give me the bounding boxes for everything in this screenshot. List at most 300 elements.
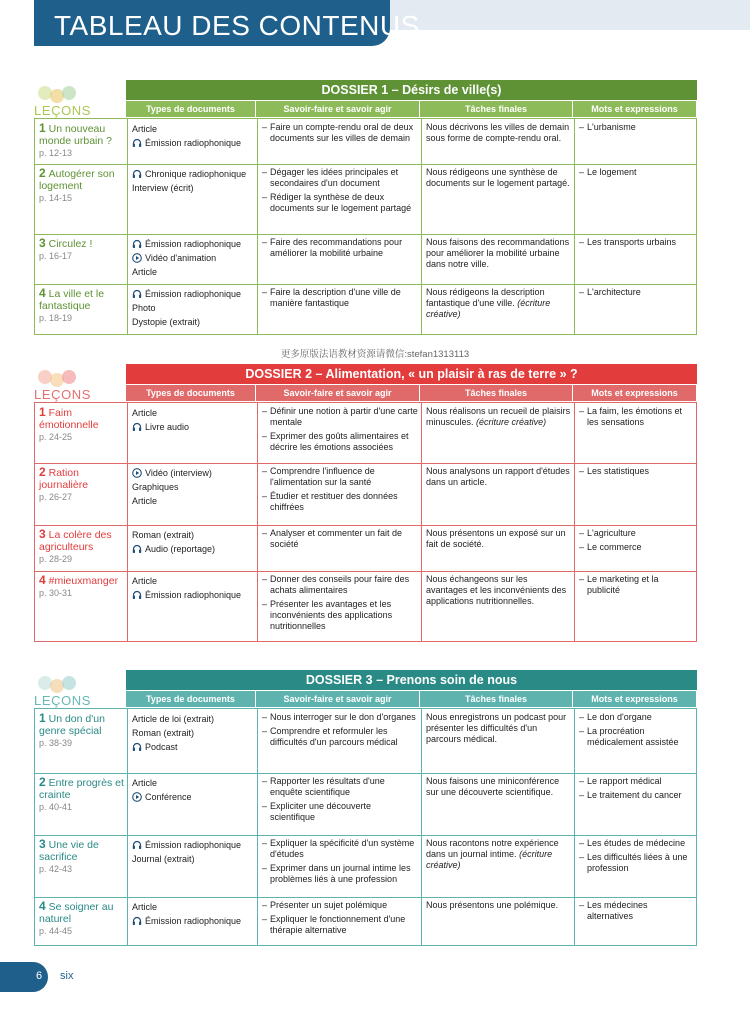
document-type-label: Article	[132, 495, 158, 506]
lesson-name: La ville et le fantastique	[39, 288, 105, 312]
skill-item: – Étudier et restituer des données chiffrées	[262, 491, 418, 513]
document-type-item	[132, 574, 254, 588]
lesson-pages: p. 12-13	[39, 148, 73, 158]
vocabulary-text: Le traitement du cancer	[587, 790, 682, 800]
vocabulary-item: – Les transports urbains	[579, 237, 677, 247]
lesson-pages: p. 26-27	[39, 492, 73, 502]
skills-cell	[257, 463, 421, 525]
document-type-item	[132, 167, 254, 181]
table-row	[35, 571, 696, 641]
document-type-item	[132, 181, 254, 195]
final-task-cell	[421, 164, 574, 234]
skill-item: – Exprimer dans un journal intime les problèmes liés à une profession	[262, 863, 418, 885]
final-task-text: Nous rédigeons la description fantastique d'une ville.	[426, 287, 545, 308]
lesson-title	[39, 122, 124, 147]
skills-cell	[257, 571, 421, 641]
document-type-label: Vidéo d'animation	[145, 252, 217, 263]
lesson-title	[39, 574, 124, 587]
skill-text: Faire un compte-rendu oral de deux documents sur les villes de demain	[270, 122, 414, 143]
final-task-text: Nous racontons notre expérience dans un journal intime.	[426, 838, 559, 859]
final-task-cell	[421, 709, 574, 773]
document-type-item	[132, 900, 254, 914]
final-task-cell	[421, 571, 574, 641]
document-type-label: Émission radiophonique	[145, 589, 242, 600]
table-row	[35, 119, 696, 165]
vocabulary-text: Le rapport médical	[587, 776, 662, 786]
skill-text: Définir une notion à partir d'une carte mentale	[270, 406, 418, 427]
lecons-label: LEÇONS	[34, 387, 92, 402]
skill-item: – Comprendre et reformuler les difficultés d'un parcours médical	[262, 726, 418, 748]
lesson-pages: p. 30-31	[39, 588, 73, 598]
document-type-label: Roman (extrait)	[132, 529, 195, 540]
lesson-number: 2	[39, 775, 46, 789]
skill-item: – Comprendre l'influence de l'alimentation sur la santé	[262, 466, 418, 488]
final-task-cell	[421, 897, 574, 945]
lesson-cell	[35, 835, 127, 897]
document-type-label: Émission radiophonique	[145, 238, 242, 249]
skill-text: Rédiger la synthèse de deux documents sur le logement partagé	[270, 192, 412, 213]
skill-item: – Dégager les idées principales et secondaires d'un document	[262, 167, 418, 189]
vocabulary-item: – La faim, les émotions et les sensations	[579, 406, 693, 428]
dossier-title: DOSSIER 3 – Prenons soin de nous	[126, 670, 697, 690]
lesson-pages: p. 42-43	[39, 864, 73, 874]
dossier-title: DOSSIER 1 – Désirs de ville(s)	[126, 80, 697, 100]
lesson-number: 1	[39, 405, 46, 419]
contents-table	[34, 118, 697, 335]
skill-item: – Faire un compte-rendu oral de deux documents sur les villes de demain	[262, 122, 418, 144]
lesson-cell	[35, 403, 127, 463]
skill-item: – Définir une notion à partir d'une carte mentale	[262, 406, 418, 427]
final-task-text: Nous réalisons un recueil de plaisirs minuscules.	[426, 406, 571, 427]
document-type-item	[132, 852, 254, 866]
vocabulary-cell	[574, 164, 696, 234]
final-task-cell	[421, 234, 574, 284]
table-row	[35, 403, 696, 464]
skill-text: Expliquer le fonctionnement d'une thérapie alternative	[270, 914, 406, 935]
vocabulary-item: – Le rapport médical	[579, 776, 662, 786]
vocabulary-text: La faim, les émotions et les sensations	[587, 406, 683, 427]
final-task-cell	[421, 525, 574, 571]
document-type-label: Vidéo (interview)	[145, 467, 212, 478]
lecons-decoration	[38, 370, 82, 386]
skills-cell	[257, 525, 421, 571]
lesson-title	[39, 406, 124, 431]
lesson-name: Autogérer son logement	[39, 168, 115, 192]
lecons-heading	[34, 86, 126, 122]
skill-text: Exprimer dans un journal intime les problèmes liés à une profession	[270, 863, 411, 884]
document-type-label: Émission radiophonique	[145, 839, 242, 850]
lesson-name: #mieuxmanger	[48, 575, 119, 587]
vocabulary-text: Les difficultés liées à une profession	[587, 852, 688, 873]
final-task-cell	[421, 119, 574, 164]
skill-text: Faire des recommandations pour améliorer la mobilité urbaine	[270, 237, 403, 258]
vocabulary-item: – L'agriculture	[579, 528, 636, 538]
document-type-label: Podcast	[145, 741, 178, 752]
vocabulary-text: Les études de médecine	[587, 838, 686, 848]
vocabulary-text: Les médecines alternatives	[587, 900, 648, 921]
lesson-cell	[35, 164, 127, 234]
document-type-item	[132, 251, 254, 265]
document-type-item	[132, 480, 254, 494]
lecons-decoration	[38, 676, 82, 692]
vocabulary-text: Les transports urbains	[587, 237, 677, 247]
table-row	[35, 463, 696, 526]
lesson-number: 1	[39, 711, 46, 725]
lesson-name: La colère des agriculteurs	[39, 529, 112, 553]
lesson-cell	[35, 234, 127, 284]
final-task-cell	[421, 773, 574, 835]
play-video-icon	[132, 253, 142, 263]
vocabulary-item: – Les statistiques	[579, 466, 650, 476]
dossier-1	[34, 80, 697, 333]
vocabulary-item: – Les difficultés liées à une profession	[579, 852, 693, 874]
lesson-name: Entre progrès et crainte	[39, 777, 124, 801]
document-type-item	[132, 301, 254, 315]
table-row	[35, 773, 696, 836]
headphones-icon	[132, 544, 142, 554]
column-header: Savoir-faire et savoir agir	[256, 691, 419, 707]
lesson-number: 4	[39, 899, 46, 913]
vocabulary-cell	[574, 463, 696, 525]
table-row	[35, 897, 696, 945]
lesson-title	[39, 776, 124, 801]
skills-cell	[257, 284, 421, 334]
column-header: Types de documents	[126, 691, 255, 707]
vocabulary-cell	[574, 897, 696, 945]
column-header: Tâches finales	[420, 691, 572, 707]
page-number: 6	[36, 970, 43, 982]
document-type-item	[132, 726, 254, 740]
lesson-cell	[35, 284, 127, 334]
final-task-cell	[421, 403, 574, 463]
skill-text: Présenter un sujet polémique	[270, 900, 388, 910]
table-row	[35, 709, 696, 774]
lesson-number: 2	[39, 166, 46, 180]
document-type-item	[132, 494, 254, 508]
final-task-note: (écriture créative)	[426, 298, 551, 319]
lesson-name: Faim émotionnelle	[39, 407, 99, 431]
skill-text: Analyser et commenter un fait de société	[270, 528, 403, 549]
lesson-title	[39, 712, 124, 737]
document-type-item	[132, 420, 254, 434]
final-task-text: Nous faisons des recommandations pour améliorer la mobilité urbaine dans notre ville.	[426, 237, 570, 269]
skill-item: – Rapporter les résultats d'une enquête scientifique	[262, 776, 418, 798]
headphones-icon	[132, 239, 142, 249]
vocabulary-item: – Les médecines alternatives	[579, 900, 693, 922]
document-types-cell	[127, 463, 257, 525]
vocabulary-cell	[574, 773, 696, 835]
vocabulary-item: – Le logement	[579, 167, 637, 177]
page-number-word: six	[60, 970, 74, 982]
skill-text: Comprendre l'influence de l'alimentation sur la santé	[270, 466, 375, 487]
final-task-text: Nous échangeons sur les avantages et les inconvénients des applications nutritionnelles.	[426, 574, 567, 606]
vocabulary-cell	[574, 234, 696, 284]
vocabulary-text: La procréation médicalement assistée	[587, 726, 679, 747]
lesson-pages: p. 38-39	[39, 738, 73, 748]
header-strip	[390, 0, 750, 30]
lesson-name: Circulez !	[48, 238, 93, 250]
lesson-number: 3	[39, 527, 46, 541]
lecons-decoration	[38, 86, 82, 102]
document-type-label: Article	[132, 575, 158, 586]
final-task-cell	[421, 463, 574, 525]
final-task-text: Nous faisons une miniconférence sur une découverte scientifique.	[426, 776, 560, 797]
vocabulary-text: Le commerce	[587, 542, 642, 552]
final-task-text: Nous rédigeons une synthèse de documents sur le logement partagé.	[426, 167, 570, 188]
document-type-item	[132, 287, 254, 301]
document-type-label: Graphiques	[132, 481, 179, 492]
lecons-label: LEÇONS	[34, 103, 92, 118]
final-task-text: Nous enregistrons un podcast pour présenter les difficultés d'un parcours médical.	[426, 712, 567, 744]
document-type-item	[132, 466, 254, 480]
document-type-item	[132, 838, 254, 852]
vocabulary-item: – Les études de médecine	[579, 838, 686, 848]
skills-cell	[257, 164, 421, 234]
lesson-cell	[35, 119, 127, 164]
lesson-cell	[35, 571, 127, 641]
document-type-label: Chronique radiophonique	[145, 168, 247, 179]
lesson-number: 4	[39, 573, 46, 587]
vocabulary-text: Les statistiques	[587, 466, 650, 476]
vocabulary-cell	[574, 709, 696, 773]
final-task-text: Nous décrivons les villes de demain sous forme de compte-rendu oral.	[426, 122, 570, 143]
lesson-pages: p. 14-15	[39, 193, 73, 203]
document-type-label: Audio (reportage)	[145, 543, 216, 554]
lesson-title	[39, 167, 124, 192]
skill-text: Rapporter les résultats d'une enquête scientifique	[270, 776, 385, 797]
lesson-name: Une vie de sacrifice	[39, 839, 99, 863]
dossier-title: DOSSIER 2 – Alimentation, « un plaisir à ras de terre » ?	[126, 364, 697, 384]
document-type-label: Journal (extrait)	[132, 853, 195, 864]
document-types-cell	[127, 773, 257, 835]
vocabulary-text: L'urbanisme	[587, 122, 636, 132]
page-title: TABLEAU DES CONTENUS	[54, 10, 420, 41]
document-type-label: Interview (écrit)	[132, 182, 194, 193]
column-header: Mots et expressions	[573, 385, 696, 401]
headphones-icon	[132, 840, 142, 850]
vocabulary-item: – Le commerce	[579, 542, 642, 552]
column-header: Types de documents	[126, 101, 255, 117]
document-type-label: Émission radiophonique	[145, 137, 242, 148]
column-header: Types de documents	[126, 385, 255, 401]
skill-item: – Donner des conseils pour faire des achats alimentaires	[262, 574, 418, 596]
document-types-cell	[127, 709, 257, 773]
dossier-2	[34, 364, 697, 640]
document-type-label: Article de loi (extrait)	[132, 713, 215, 724]
headphones-icon	[132, 169, 142, 179]
lesson-cell	[35, 463, 127, 525]
watermark-text: 更多原版法语教材资源请微信:stefan1313113	[280, 349, 470, 360]
skill-text: Exprimer des goûts alimentaires et décrire les émotions associées	[270, 431, 409, 452]
vocabulary-text: L'architecture	[587, 287, 641, 297]
skill-item: – Expliciter une découverte scientifique	[262, 801, 418, 823]
lesson-title	[39, 237, 124, 250]
skill-text: Expliciter une découverte scientifique	[270, 801, 372, 822]
lesson-pages: p. 16-17	[39, 251, 73, 261]
document-type-item	[132, 740, 254, 754]
headphones-icon	[132, 138, 142, 148]
document-type-item	[132, 914, 254, 928]
lesson-number: 3	[39, 236, 46, 250]
lesson-name: Se soigner au naturel	[39, 901, 114, 925]
final-task-note: (écriture créative)	[476, 417, 547, 427]
vocabulary-text: L'agriculture	[587, 528, 636, 538]
lesson-cell	[35, 773, 127, 835]
lesson-pages: p. 18-19	[39, 313, 73, 323]
vocabulary-cell	[574, 403, 696, 463]
skill-text: Dégager les idées principales et secondaires d'un document	[270, 167, 399, 188]
table-row	[35, 234, 696, 285]
document-types-cell	[127, 835, 257, 897]
document-type-label: Dystopie (extrait)	[132, 316, 201, 327]
lesson-name: Un don d'un genre spécial	[39, 713, 105, 737]
vocabulary-cell	[574, 119, 696, 164]
skill-item: – Présenter les avantages et les inconvénients des applications nutritionnelles	[262, 599, 418, 632]
vocabulary-text: Le logement	[587, 167, 637, 177]
document-type-item	[132, 776, 254, 790]
final-task-note: (écriture créative)	[426, 849, 553, 870]
skill-item: – Rédiger la synthèse de deux documents sur le logement partagé	[262, 192, 418, 214]
document-type-item	[132, 790, 254, 804]
document-types-cell	[127, 571, 257, 641]
lesson-cell	[35, 897, 127, 945]
skill-item: – Nous interroger sur le don d'organes	[262, 712, 416, 722]
document-type-label: Conférence	[145, 791, 192, 802]
skill-text: Donner des conseils pour faire des achats alimentaires	[270, 574, 410, 595]
final-task-cell	[421, 835, 574, 897]
table-row	[35, 284, 696, 334]
vocabulary-item: – La procréation médicalement assistée	[579, 726, 693, 748]
vocabulary-cell	[574, 571, 696, 641]
skill-text: Nous interroger sur le don d'organes	[270, 712, 416, 722]
lesson-title	[39, 900, 124, 925]
skills-cell	[257, 403, 421, 463]
lesson-number: 4	[39, 286, 46, 300]
vocabulary-item: – Le traitement du cancer	[579, 790, 682, 800]
skill-item: – Expliquer la spécificité d'un système d'études	[262, 838, 418, 860]
skills-cell	[257, 709, 421, 773]
lesson-pages: p. 40-41	[39, 802, 73, 812]
play-video-icon	[132, 468, 142, 478]
document-type-item	[132, 588, 254, 602]
skill-text: Étudier et restituer des données chiffrées	[270, 491, 398, 512]
vocabulary-item: – Le marketing et la publicité	[579, 574, 693, 596]
document-type-item	[132, 136, 254, 150]
skill-text: Présenter les avantages et les inconvénients des applications nutritionnelles	[270, 599, 393, 631]
document-types-cell	[127, 119, 257, 164]
vocabulary-cell	[574, 284, 696, 334]
column-header: Tâches finales	[420, 101, 572, 117]
contents-table	[34, 708, 697, 946]
skill-item: – Faire des recommandations pour améliorer la mobilité urbaine	[262, 237, 418, 259]
final-task-cell	[421, 284, 574, 334]
document-types-cell	[127, 525, 257, 571]
vocabulary-item: – L'architecture	[579, 287, 641, 297]
skill-item: – Présenter un sujet polémique	[262, 900, 388, 910]
document-type-item	[132, 406, 254, 420]
document-type-item	[132, 122, 254, 136]
document-type-item	[132, 237, 254, 251]
lesson-pages: p. 44-45	[39, 926, 73, 936]
headphones-icon	[132, 422, 142, 432]
contents-table	[34, 402, 697, 642]
lesson-title	[39, 838, 124, 863]
skills-cell	[257, 234, 421, 284]
lesson-title	[39, 528, 124, 553]
lecons-heading	[34, 676, 126, 712]
lecons-heading	[34, 370, 126, 406]
table-row	[35, 164, 696, 235]
document-type-label: Livre audio	[145, 421, 190, 432]
headphones-icon	[132, 916, 142, 926]
document-type-item	[132, 265, 254, 279]
final-task-text: Nous présentons une polémique.	[426, 900, 559, 910]
document-type-label: Roman (extrait)	[132, 727, 195, 738]
document-type-label: Article	[132, 123, 158, 134]
document-type-label: Photo	[132, 302, 156, 313]
skill-item: – Expliquer le fonctionnement d'une thérapie alternative	[262, 914, 418, 936]
lesson-number: 2	[39, 465, 46, 479]
table-row	[35, 525, 696, 572]
final-task-text: Nous présentons un exposé sur un fait de société.	[426, 528, 566, 549]
lesson-title	[39, 466, 124, 491]
column-header: Tâches finales	[420, 385, 572, 401]
column-header: Mots et expressions	[573, 691, 696, 707]
skill-item: – Faire la description d'une ville de manière fantastique	[262, 287, 418, 309]
vocabulary-text: Le marketing et la publicité	[587, 574, 659, 595]
document-type-label: Article	[132, 407, 158, 418]
lecons-label: LEÇONS	[34, 693, 92, 708]
lesson-pages: p. 24-25	[39, 432, 73, 442]
column-header: Savoir-faire et savoir agir	[256, 385, 419, 401]
document-types-cell	[127, 403, 257, 463]
final-task-text: Nous analysons un rapport d'études dans un article.	[426, 466, 570, 487]
skill-text: Expliquer la spécificité d'un système d'études	[270, 838, 415, 859]
document-type-label: Article	[132, 266, 158, 277]
lesson-number: 1	[39, 121, 46, 135]
column-header: Savoir-faire et savoir agir	[256, 101, 419, 117]
document-type-label: Article	[132, 777, 158, 788]
lesson-name: Un nouveau monde urbain ?	[39, 123, 112, 147]
table-row	[35, 835, 696, 898]
document-type-label: Émission radiophonique	[145, 288, 242, 299]
skills-cell	[257, 835, 421, 897]
vocabulary-item: – Le don d'organe	[579, 712, 652, 722]
document-type-item	[132, 712, 254, 726]
lesson-cell	[35, 709, 127, 773]
skill-text: Comprendre et reformuler les difficultés d'un parcours médical	[270, 726, 398, 747]
document-types-cell	[127, 234, 257, 284]
document-type-item	[132, 315, 254, 329]
document-type-label: Article	[132, 901, 158, 912]
document-type-item	[132, 542, 254, 556]
skill-item: – Exprimer des goûts alimentaires et décrire les émotions associées	[262, 431, 418, 453]
vocabulary-item: – L'urbanisme	[579, 122, 636, 132]
headphones-icon	[132, 289, 142, 299]
column-header: Mots et expressions	[573, 101, 696, 117]
lesson-cell	[35, 525, 127, 571]
document-types-cell	[127, 284, 257, 334]
document-type-label: Émission radiophonique	[145, 915, 242, 926]
skill-text: Faire la description d'une ville de manière fantastique	[270, 287, 401, 308]
document-types-cell	[127, 164, 257, 234]
vocabulary-text: Le don d'organe	[587, 712, 652, 722]
lesson-name: Ration journalière	[39, 467, 89, 491]
skill-item: – Analyser et commenter un fait de société	[262, 528, 418, 550]
play-video-icon	[132, 792, 142, 802]
skills-cell	[257, 119, 421, 164]
document-types-cell	[127, 897, 257, 945]
